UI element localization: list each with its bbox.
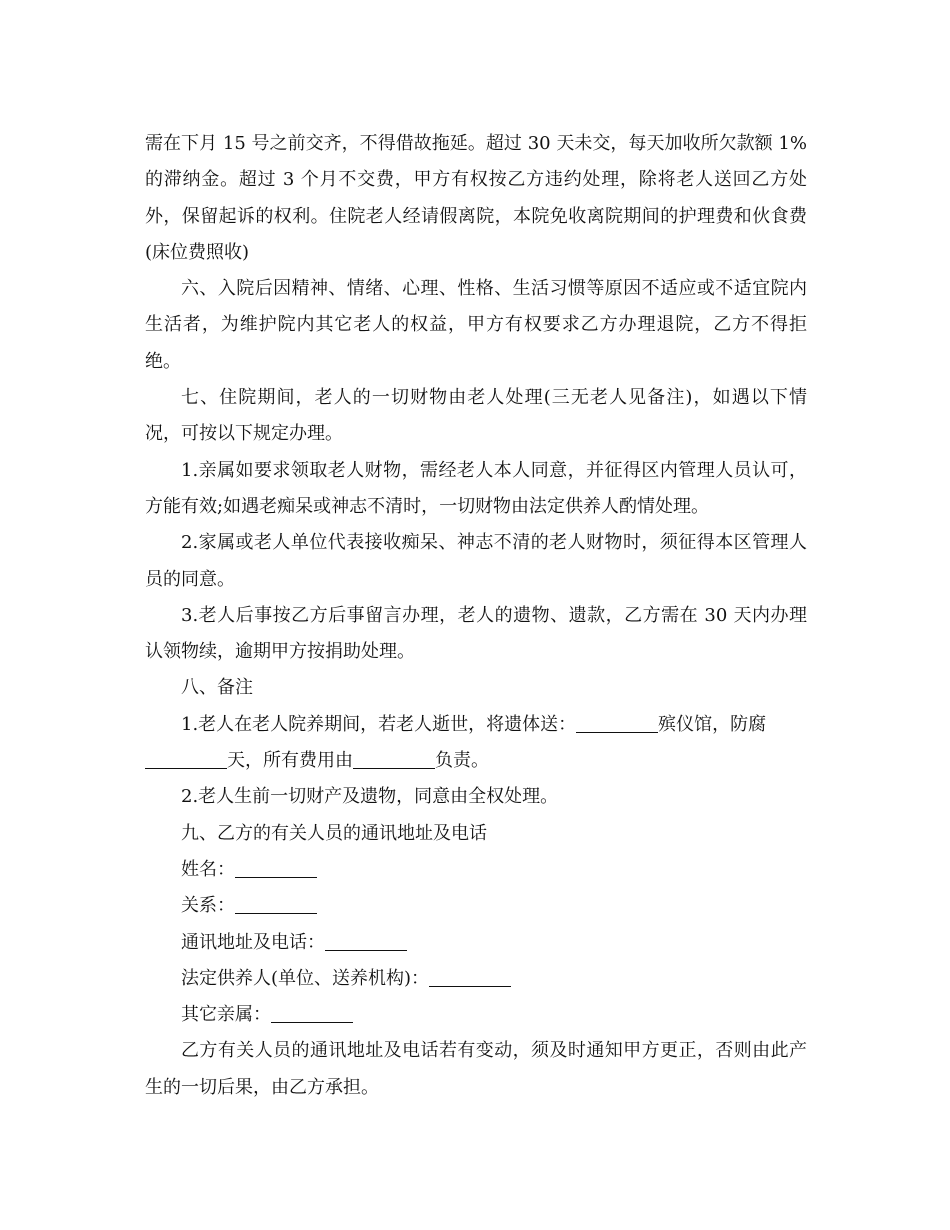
clause-7-item-2: 2.家属或老人单位代表接收痴呆、神志不清的老人财物时，须征得本区管理人员的同意。 bbox=[145, 532, 807, 590]
other-relatives-label: 其它亲属： bbox=[181, 1004, 271, 1026]
address-phone-blank[interactable] bbox=[325, 930, 407, 951]
relation-label: 关系： bbox=[181, 895, 235, 917]
name-field bbox=[145, 852, 807, 888]
other-relatives-blank[interactable] bbox=[271, 1002, 353, 1023]
note-1-text-a: 1.老人在老人院养期间，若老人逝世，将遗体送： bbox=[181, 713, 577, 735]
address-phone-field bbox=[145, 925, 807, 961]
note-1-text-c: 天，所有费用由 bbox=[227, 750, 353, 772]
payment-paragraph: 需在下月 15 号之前交齐，不得借故拖延。超过 30 天未交，每天加收所欠款额 1%的滞纳金。超过 3 个月不交费，甲方有权按乙方违约处理，除将老人送回乙方处外，保留起诉的权利。住院老人经请假离院，本院免收离院期间的护理费和伙食费(床位费照收) bbox=[145, 133, 807, 263]
closing-paragraph: 乙方有关人员的通讯地址及电话若有变动，须及时通知甲方更正，否则由此产生的一切后果，由乙方承担。 bbox=[145, 1040, 807, 1098]
note-2-paragraph: 2.老人生前一切财产及遗物，同意由全权处理。 bbox=[181, 786, 559, 808]
preservation-days-blank[interactable] bbox=[145, 748, 227, 769]
name-label: 姓名： bbox=[181, 858, 235, 880]
other-relatives-field bbox=[145, 997, 807, 1033]
relation-field bbox=[145, 888, 807, 924]
relation-blank[interactable] bbox=[235, 893, 317, 914]
address-phone-label: 通讯地址及电话： bbox=[181, 931, 325, 953]
clause-8-heading: 八、备注 bbox=[181, 677, 253, 699]
legal-supporter-label: 法定供养人(单位、送养机构)： bbox=[181, 967, 430, 989]
funeral-home-blank[interactable] bbox=[576, 712, 658, 733]
legal-supporter-blank[interactable] bbox=[429, 966, 511, 987]
clause-7-item-1: 1.亲属如要求领取老人财物，需经老人本人同意，并征得区内管理人员认可，方能有效;如遇老痴呆或神志不清时，一切财物由法定供养人酌情处理。 bbox=[145, 459, 807, 517]
clause-9-heading: 九、乙方的有关人员的通讯地址及电话 bbox=[181, 822, 487, 844]
clause-6-paragraph: 六、入院后因精神、情绪、心理、性格、生活习惯等原因不适应或不适宜院内生活者，为维护院内其它老人的权益，甲方有权要求乙方办理退院，乙方不得拒绝。 bbox=[145, 278, 807, 372]
legal-supporter-field bbox=[145, 961, 807, 997]
note-1-text-b: 殡仪馆，防腐 bbox=[658, 713, 767, 735]
note-1-paragraph bbox=[145, 707, 807, 780]
clause-7-item-3: 3.老人后事按乙方后事留言办理，老人的遗物、遗款，乙方需在 30 天内办理认领物续，逾期甲方按捐助处理。 bbox=[145, 604, 807, 663]
document-body bbox=[145, 126, 807, 1106]
expense-party-blank[interactable] bbox=[353, 748, 435, 769]
name-blank[interactable] bbox=[235, 857, 317, 878]
clause-7-paragraph: 七、住院期间，老人的一切财物由老人处理(三无老人见备注)，如遇以下情况，可按以下规定办理。 bbox=[145, 387, 807, 445]
note-1-text-d: 负责。 bbox=[435, 750, 489, 772]
